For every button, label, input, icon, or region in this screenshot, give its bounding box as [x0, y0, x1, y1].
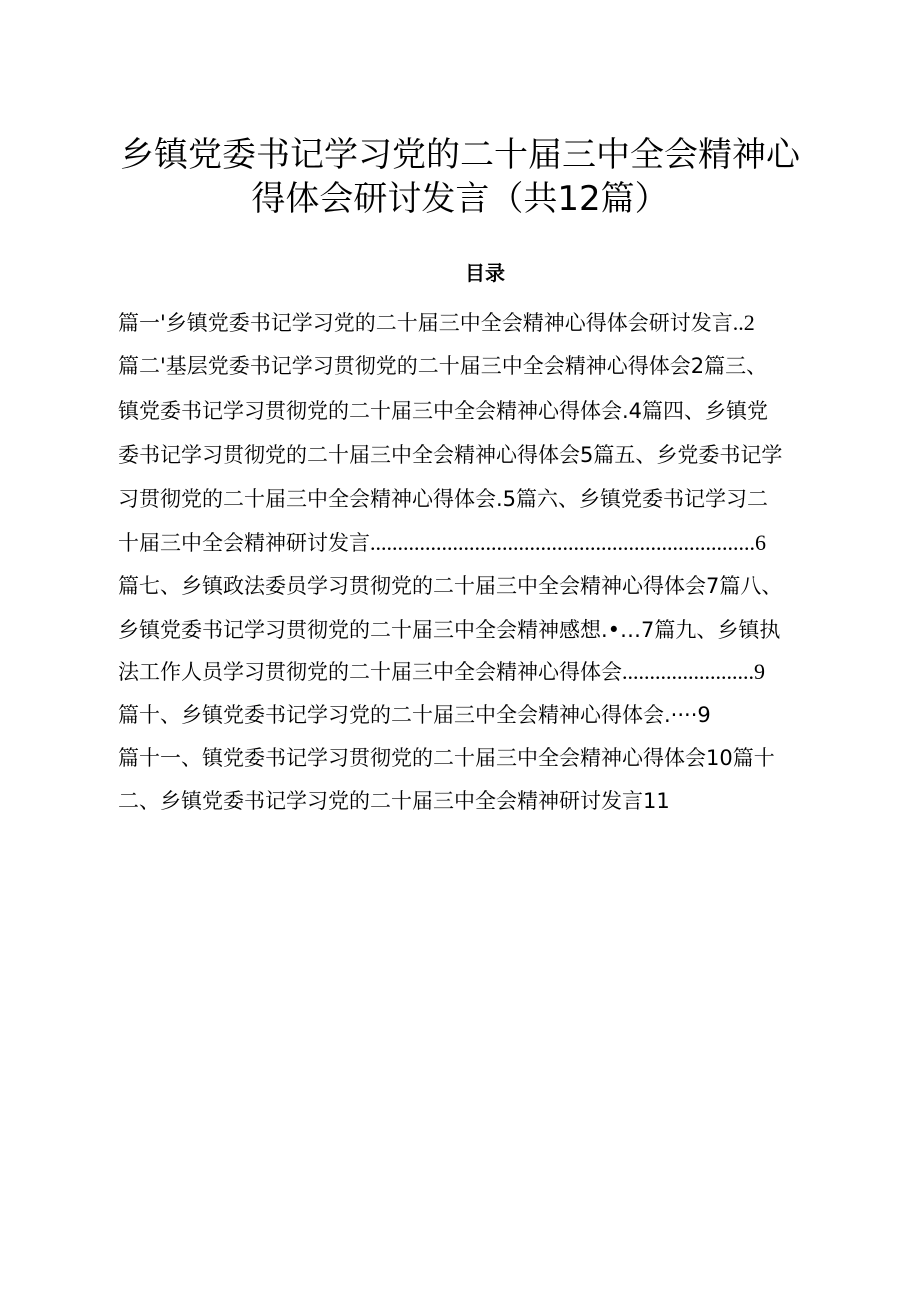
toc-page-number: ......................................................................6 — [370, 530, 766, 555]
toc-line-text: 篇十一、镇党委书记学习贯彻党的二十届三中全会精神心得体会10篇十 — [118, 746, 775, 770]
toc-line-text: 二、乡镇党委书记学习党的二十届三中全会精神研讨发言11 — [118, 789, 670, 813]
toc-line-text: 篇七、乡镇政法委员学习贯彻党的二十届三中全会精神心得体会7篇八、 — [118, 574, 783, 598]
toc-page-number: ........................9 — [622, 659, 765, 684]
toc-line-text: 习贯彻党的二十届三中全会精神心得体会.5篇六、乡镇党委书记学习二 — [118, 487, 769, 511]
toc-line-text: 篇一'乡镇党委书记学习党的二十届三中全会精神心得体会研讨发言 — [118, 311, 733, 335]
toc-line — [118, 654, 765, 690]
toc-line — [118, 697, 711, 733]
toc-line — [118, 612, 780, 648]
toc-line-text: 篇二'基层党委书记学习贯彻党的二十届三中全会精神心得体会2篇三、 — [118, 354, 768, 378]
toc-line — [118, 437, 782, 473]
toc-heading: 目录 — [465, 261, 505, 285]
toc-line — [118, 305, 755, 341]
toc-line-text: 镇党委书记学习贯彻党的二十届三中全会精神心得体会.4篇四、乡镇党 — [118, 399, 769, 423]
toc-line-text: 法工作人员学习贯彻党的二十届三中全会精神心得体会 — [118, 660, 622, 684]
toc-line — [118, 348, 767, 384]
toc-line-text: 乡镇党委书记学习贯彻党的二十届三中全会精神感想.•…7篇九、乡镇执 — [118, 618, 781, 642]
toc-line — [118, 481, 768, 517]
toc-line — [118, 740, 775, 776]
toc-line-text: 篇十、乡镇党委书记学习党的二十届三中全会精神心得体会.····9 — [118, 703, 711, 727]
toc-line — [118, 783, 670, 819]
toc-line — [118, 525, 766, 561]
toc-line-text: 十届三中全会精神研讨发言 — [118, 531, 370, 555]
document-title-line-2: 得体会研讨发言（共12篇） — [251, 179, 669, 219]
toc-line — [118, 568, 782, 604]
document-title-line-1: 乡镇党委书记学习党的二十届三中全会精神心 — [120, 135, 800, 175]
toc-line — [118, 393, 768, 429]
toc-line-text: 委书记学习贯彻党的二十届三中全会精神心得体会5篇五、乡党委书记学 — [118, 443, 783, 467]
toc-page-number: ..2 — [732, 310, 755, 335]
